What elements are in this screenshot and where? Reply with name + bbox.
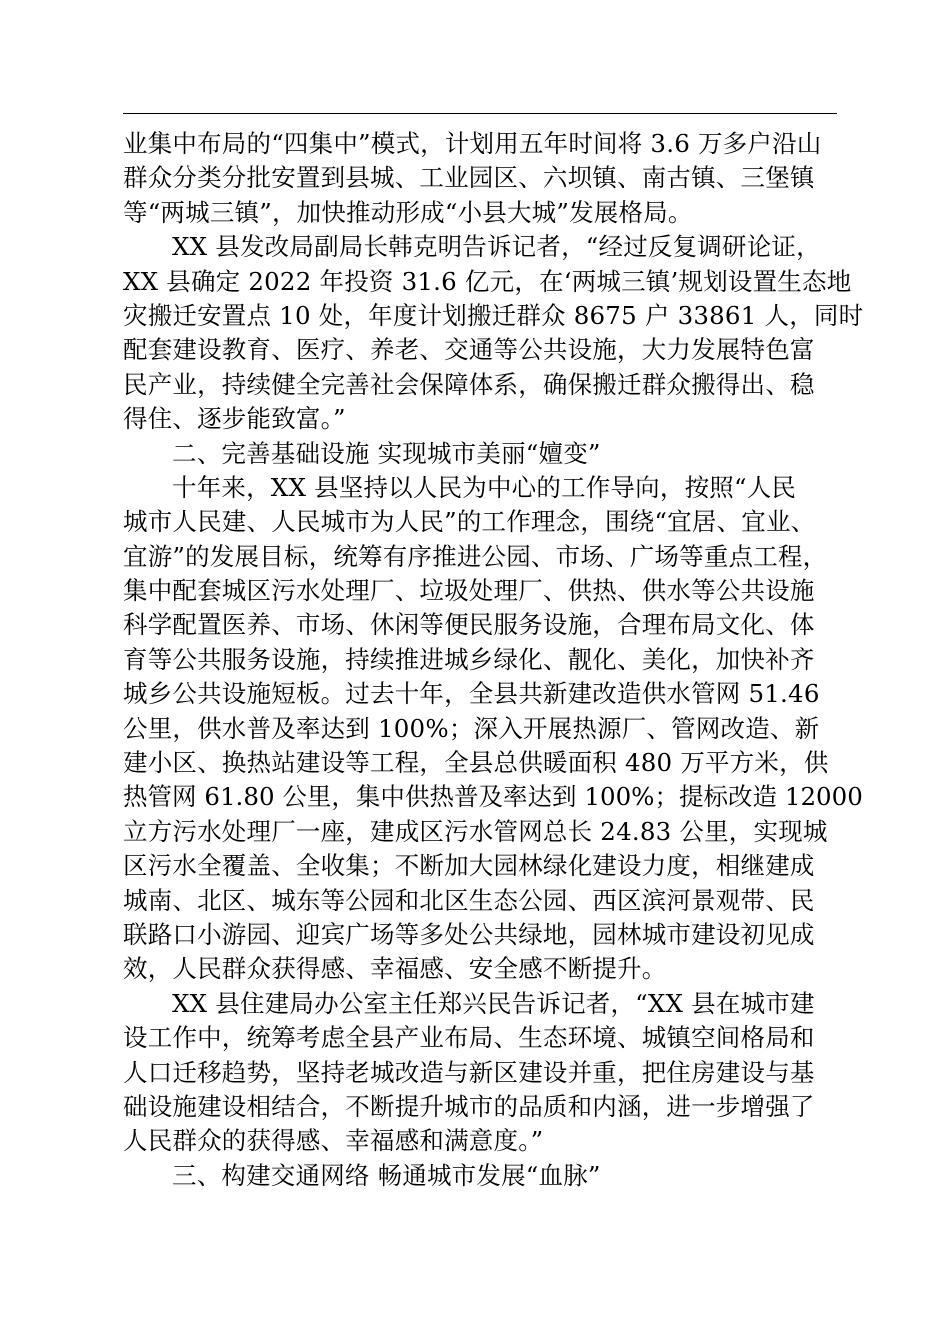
text-line: 立方污水处理厂一座，建成区污水管网总长 24.83 公里，实现城 [123,816,828,846]
text-line: 区污水全覆盖、全收集；不断加大园林绿化建设力度，相继建成 [123,851,815,881]
text-line: 等“两城三镇”，加快推动形成“小县大城”发展格局。 [123,197,693,227]
text-line: 民产业，持续健全完善社会保障体系，确保搬迁群众搬得出、稳 [123,369,815,399]
text-line: 十年来，XX 县坚持以人民为中心的工作导向，按照“人民 [172,472,797,502]
text-line: 城乡公共设施短板。过去十年，全县共新建改造供水管网 51.46 [123,679,820,709]
text-line: 热管网 61.80 公里，集中供热普及率达到 100%；提标改造 12000 [123,782,863,812]
text-line: XX 县确定 2022 年投资 31.6 亿元，在‘两城三镇’规划设置生态地 [123,266,852,296]
text-line: 三、构建交通网络 畅通城市发展“血脉” [172,1160,601,1190]
text-line: 群众分类分批安置到县城、工业园区、六坝镇、南古镇、三堡镇 [123,163,815,193]
text-line: XX 县住建局办公室主任郑兴民告诉记者，“XX 县在城市建 [172,988,815,1018]
text-line: 城南、北区、城东等公园和北区生态公园、西区滨河景观带、民 [123,885,815,915]
text-line: 联路口小游园、迎宾广场等多处公共绿地，园林城市建设初见成 [123,919,815,949]
text-line: 人口迁移趋势，坚持老城改造与新区建设并重，把住房建设与基 [123,1057,815,1087]
text-line: 效，人民群众获得感、幸福感、安全感不断提升。 [123,954,667,984]
text-line: 集中配套城区污水处理厂、垃圾处理厂、供热、供水等公共设施 [123,576,815,606]
text-line: 础设施建设相结合，不断提升城市的品质和内涵，进一步增强了 [123,1091,815,1121]
text-line: 配套建设教育、医疗、养老、交通等公共设施，大力发展特色富 [123,335,815,365]
text-line: 得住、逐步能致富。” [123,404,346,434]
text-line: 二、完善基础设施 实现城市美丽“嬗变” [172,438,601,468]
text-line: 城市人民建、人民城市为人民”的工作理念，围绕“宜居、宜业、 [123,507,816,537]
text-line: 灾搬迁安置点 10 处，年度计划搬迁群众 8675 户 33861 人，同时 [123,300,864,330]
text-line: 育等公共服务设施，持续推进城乡绿化、靓化、美化，加快补齐 [123,644,815,674]
body-text [123,127,863,1193]
text-line: 设工作中，统筹考虑全县产业布局、生态环境、城镇空间格局和 [123,1023,815,1053]
text-line: XX 县发改局副局长韩克明告诉记者，“经过反复调研论证， [172,232,821,262]
text-line: 建小区、换热站建设等工程，全县总供暖面积 480 万平方米，供 [123,748,829,778]
text-line: 科学配置医养、市场、休闲等便民服务设施，合理布局文化、体 [123,610,815,640]
text-line: 业集中布局的“四集中”模式，计划用五年时间将 3.6 万多户沿山 [123,129,822,158]
text-line: 人民群众的获得感、幸福感和满意度。” [123,1126,544,1156]
header-rule [123,113,837,114]
text-line: 宜游”的发展目标，统筹有序推进公园、市场、广场等重点工程， [123,541,828,571]
text-line: 公里，供水普及率达到 100%；深入开展热源厂、管网改造、新 [123,713,820,743]
